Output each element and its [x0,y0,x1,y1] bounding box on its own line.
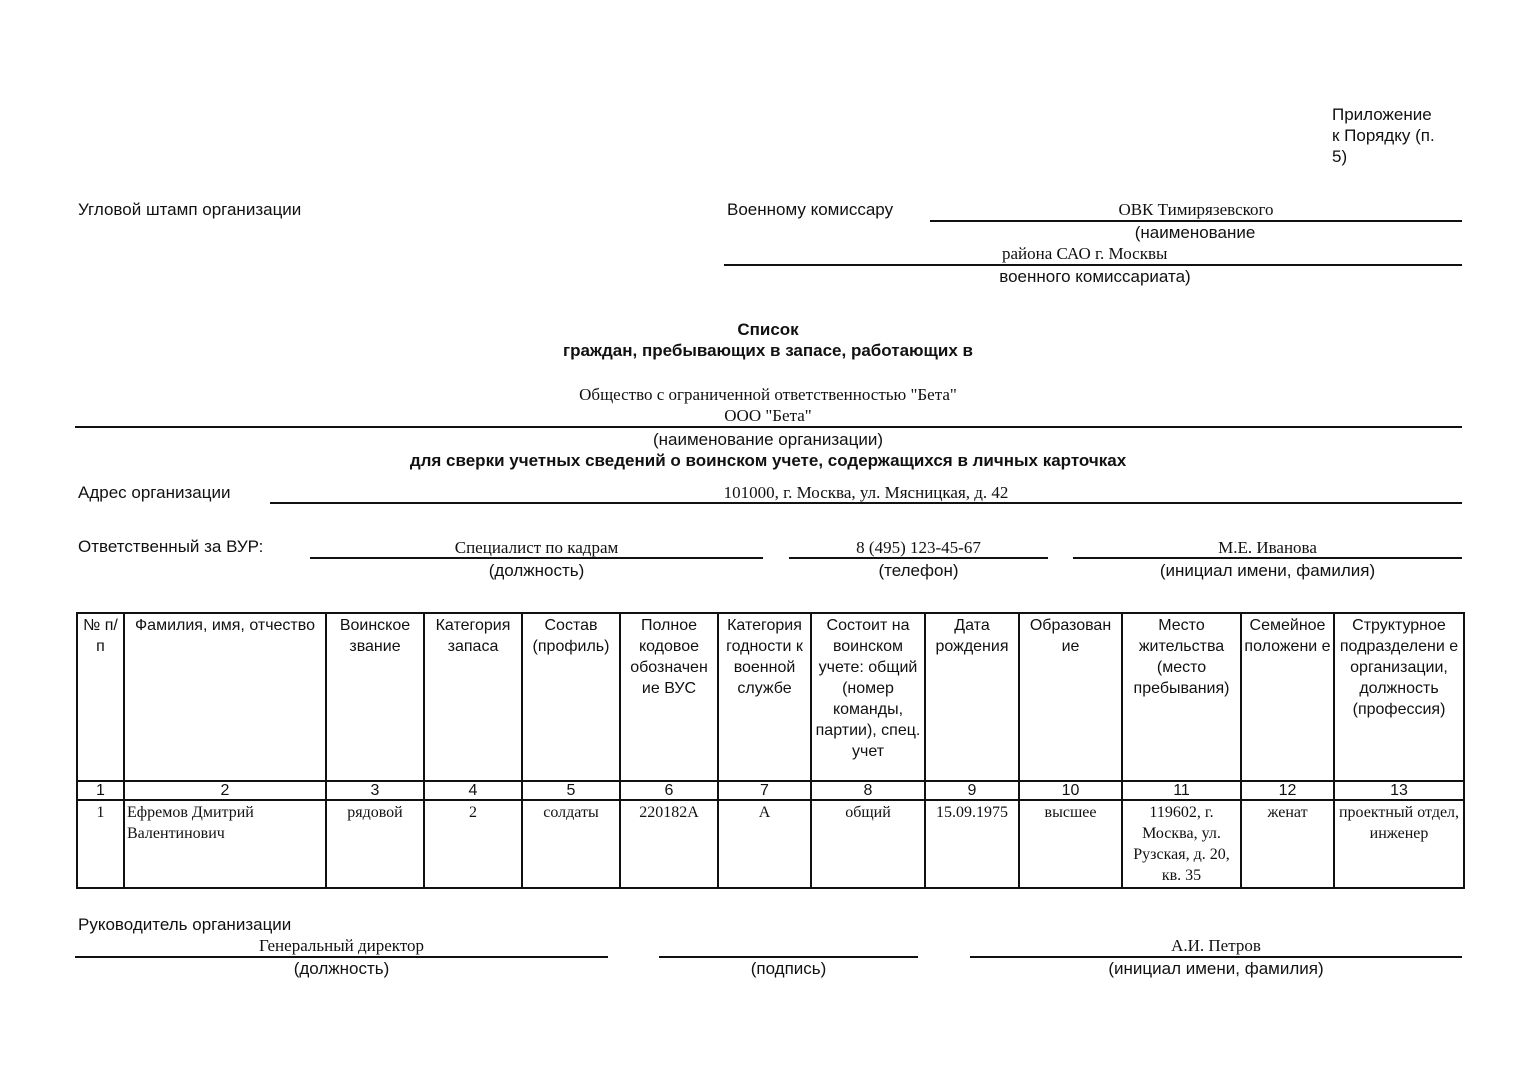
cell-vus-code: 220182А [620,800,718,888]
column-header: Состав (профиль) [522,613,620,781]
column-number: 7 [718,781,811,800]
appendix-note [1332,104,1435,167]
head-position: Генеральный директор [258,936,425,955]
column-header: Категория запаса [424,613,522,781]
document-title: Список [737,320,799,339]
responsible-position: Специалист по кадрам [454,538,619,557]
appendix-line-1: Приложение [1332,105,1432,124]
head-of-organization-label: Руководитель организации [78,915,292,934]
column-number: 6 [620,781,718,800]
column-header: Место жительства (место пребывания) [1122,613,1241,781]
column-header: Воинское звание [326,613,424,781]
signature-underline [659,956,918,958]
commissar-value-2: района САО г. Москвы [1002,244,1168,263]
column-number: 3 [326,781,424,800]
appendix-line-2: к Порядку (п. [1332,126,1435,145]
column-header: Семейное положени е [1241,613,1334,781]
column-header: Категория годности к военной службе [718,613,811,781]
cell-education: высшее [1019,800,1122,888]
cell-registration-type: общий [811,800,925,888]
organization-caption: (наименование организации) [652,430,884,449]
head-name-caption: (инициал имени, фамилия) [1108,959,1324,978]
head-position-caption: (должность) [293,959,390,978]
commissar-underline-1 [930,220,1462,222]
column-header: Состоит на воинском учете: общий (номер команды, партии), спец. учет [811,613,925,781]
responsible-name-caption: (инициал имени, фамилия) [1159,561,1376,580]
responsible-name-underline [1073,557,1462,559]
column-header: Структурное подразделени е организации, должность (профессия) [1334,613,1464,781]
cell-rank: рядовой [326,800,424,888]
column-number: 2 [124,781,326,800]
column-number: 11 [1122,781,1241,800]
commissar-caption-2: военного комиссариата) [999,267,1191,286]
appendix-line-3: 5) [1332,147,1348,166]
responsible-position-underline [310,557,763,559]
column-number: 5 [522,781,620,800]
responsible-name: М.Е. Иванова [1218,538,1317,557]
column-number: 10 [1019,781,1122,800]
document-subtitle: граждан, пребывающих в запасе, работающих в [563,341,973,360]
responsible-phone-caption: (телефон) [878,561,959,580]
address-value: 101000, г. Москва, ул. Мясницкая, д. 42 [723,483,1009,502]
column-header: № п/п [77,613,124,781]
cell-full-name: Ефремов Дмитрий Валентинович [124,800,326,888]
organization-underline [75,426,1462,428]
column-number: 9 [925,781,1019,800]
column-number: 13 [1334,781,1464,800]
signature-caption: (подпись) [750,959,827,978]
commissar-caption-1: (наименование [1134,223,1256,242]
column-number: 8 [811,781,925,800]
column-header: Полное кодовое обозначен ие ВУС [620,613,718,781]
head-name-underline [970,956,1462,958]
cell-reserve-category: 2 [424,800,522,888]
address-underline [270,502,1462,504]
address-label: Адрес организации [78,483,231,502]
responsible-position-caption: (должность) [488,561,585,580]
reservists-table [76,612,1465,889]
cell-marital-status: женат [1241,800,1334,888]
commissar-value-1: ОВК Тимирязевского [1118,200,1274,219]
column-header: Дата рождения [925,613,1019,781]
table-header-row [77,613,1464,781]
cell-department-position: проектный отдел, инженер [1334,800,1464,888]
column-header: Фамилия, имя, отчество [124,613,326,781]
column-number: 4 [424,781,522,800]
responsible-phone: 8 (495) 123-45-67 [856,538,981,557]
commissar-label: Военному комиссару [727,200,894,219]
column-number: 1 [77,781,124,800]
column-number-row [77,781,1464,800]
column-number: 12 [1241,781,1334,800]
table-row [77,800,1464,888]
column-header: Образован ие [1019,613,1122,781]
head-name: А.И. Петров [1171,936,1261,955]
cell-birth-date: 15.09.1975 [925,800,1019,888]
responsible-phone-underline [789,557,1048,559]
organization-short-name: ООО "Бета" [724,406,812,425]
commissar-underline-2 [724,264,1462,266]
cell-index: 1 [77,800,124,888]
head-position-underline [75,956,608,958]
purpose-line: для сверки учетных сведений о воинском учете, содержащихся в личных карточках [409,451,1127,470]
cell-residence: 119602, г. Москва, ул. Рузская, д. 20, кв. 35 [1122,800,1241,888]
cell-composition: солдаты [522,800,620,888]
corner-stamp-label: Угловой штамп организации [78,200,302,219]
cell-fitness-category: А [718,800,811,888]
organization-full-name: Общество с ограниченной ответственностью "Бета" [579,385,957,404]
responsible-label: Ответственный за ВУР: [78,537,264,556]
